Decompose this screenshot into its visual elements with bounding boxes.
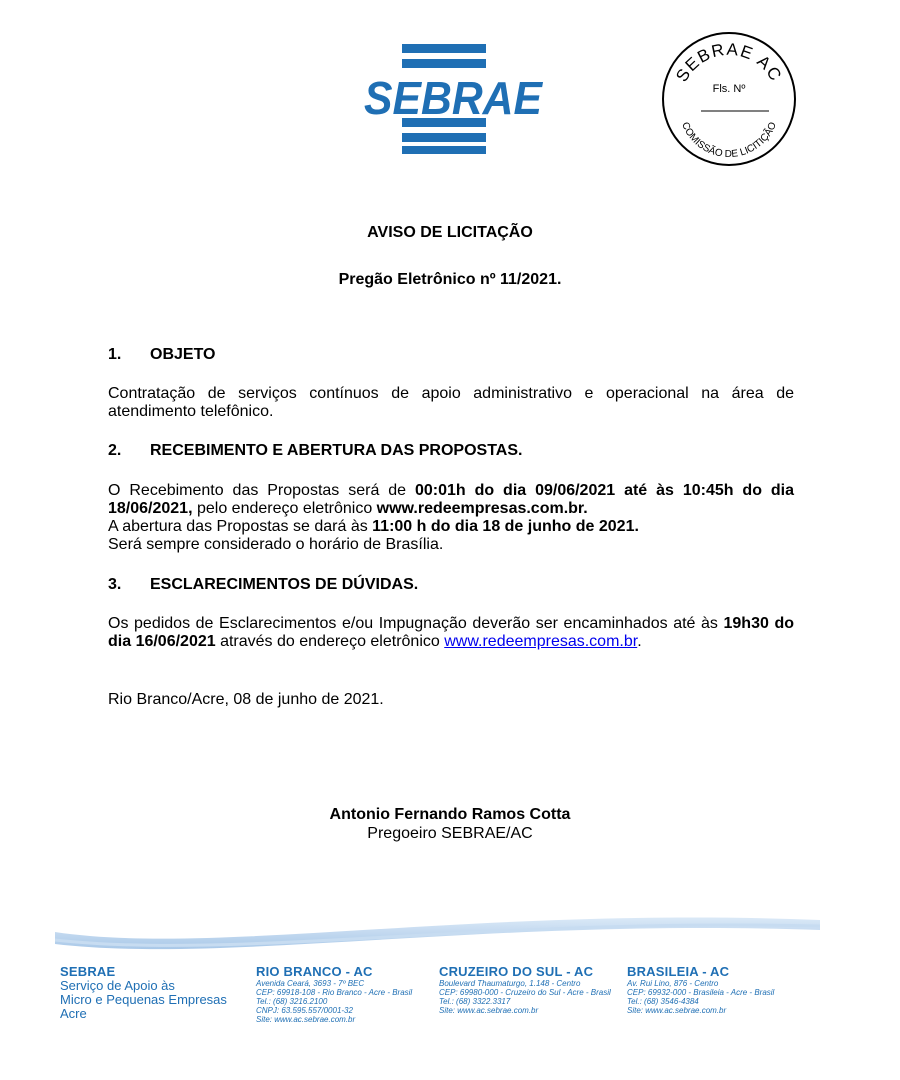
stamp-bottom-text: COMISSÃO DE LICITIÇÃO bbox=[679, 120, 779, 161]
s3-p1-a: Os pedidos de Esclarecimentos e/ou Impugnação deverão ser encaminhados até às bbox=[108, 615, 724, 632]
document-title: AVISO DE LICITAÇÃO bbox=[367, 224, 533, 241]
footer-brand-line2: Micro e Pequenas Empresas bbox=[60, 992, 227, 1007]
footer-brand-line1: Serviço de Apoio às bbox=[60, 978, 175, 993]
section-3-number: 3. bbox=[108, 576, 122, 593]
office-title: RIO BRANCO - AC bbox=[256, 964, 373, 979]
sebrae-logo bbox=[362, 44, 544, 154]
signature bbox=[0, 805, 900, 843]
section-2-number: 2. bbox=[108, 442, 122, 459]
signer-name: Antonio Fernando Ramos Cotta bbox=[329, 806, 571, 823]
section-3-text bbox=[108, 615, 794, 651]
office-title: BRASILEIA - AC bbox=[627, 964, 730, 979]
s2-p2-b: 11:00 h do dia 18 de junho de 2021. bbox=[372, 518, 639, 535]
stamp-field-label: Fls. Nº bbox=[712, 83, 746, 95]
office-line: CNPJ: 63.595.557/0001-32 bbox=[256, 1006, 353, 1015]
s2-p2-a: A abertura das Propostas se dará às bbox=[108, 518, 373, 535]
s2-p1-b: 00:01h do dia 09/06/2021 até às 10:45h do dia 18/06/2021, bbox=[108, 482, 794, 517]
footer-brand-title: SEBRAE bbox=[60, 964, 116, 979]
footer-office-cruzeiro bbox=[439, 964, 611, 1015]
s3-p1-c: através do endereço eletrônico bbox=[215, 633, 445, 650]
section-1-number: 1. bbox=[108, 346, 122, 363]
office-line: Site: www.ac.sebrae.com.br bbox=[256, 1015, 356, 1024]
signer-role: Pregoeiro SEBRAE/AC bbox=[367, 825, 533, 842]
footer-office-brasileia bbox=[627, 964, 774, 1015]
section-1-text: Contratação de serviços contínuos de apoio administrativo e operacional na área de atendimento telefônico. bbox=[108, 385, 794, 420]
office-line: Av. Rui Lino, 876 - Centro bbox=[627, 979, 719, 988]
office-line: Site: www.ac.sebrae.com.br bbox=[439, 1006, 539, 1015]
footer-brand bbox=[60, 964, 227, 1021]
office-line: Avenida Ceará, 3693 - 7º BEC bbox=[256, 979, 365, 988]
s2-p3: Será sempre considerado o horário de Brasília. bbox=[108, 536, 444, 553]
footer-office-rio-branco bbox=[256, 964, 412, 1024]
section-1-heading bbox=[108, 346, 216, 364]
office-line: CEP: 69918-108 - Rio Branco - Acre - Brasil bbox=[256, 988, 413, 997]
s2-p1-d: www.redeempresas.com.br. bbox=[376, 500, 588, 517]
office-line: Boulevard Thaumaturgo, 1.148 - Centro bbox=[439, 979, 581, 988]
stamp-top-text: SEBRAE AC bbox=[672, 39, 786, 86]
section-2-heading bbox=[108, 442, 522, 460]
stamp bbox=[659, 29, 799, 169]
office-line: Tel.: (68) 3322.3317 bbox=[439, 997, 511, 1006]
s2-p1-c: pelo endereço eletrônico bbox=[192, 500, 377, 517]
s2-p1-a: O Recebimento das Propostas será de bbox=[108, 482, 415, 499]
logo-text: SEBRAE bbox=[364, 72, 544, 124]
office-line: Tel.: (68) 3546-4384 bbox=[627, 997, 699, 1006]
section-2-text bbox=[108, 482, 794, 554]
s3-p1-b: 19h30 do dia 16/06/2021 bbox=[108, 615, 794, 650]
section-2-title: RECEBIMENTO E ABERTURA DAS PROPOSTAS. bbox=[150, 442, 523, 459]
s3-p1-d: . bbox=[637, 633, 642, 650]
footer-brand-line3: Acre bbox=[60, 1006, 87, 1021]
footer-wave bbox=[55, 904, 820, 956]
office-line: CEP: 69932-000 - Brasileia - Acre - Brasil bbox=[627, 988, 775, 997]
office-line: CEP: 69980-000 - Cruzeiro do Sul - Acre - Brasil bbox=[439, 988, 611, 997]
document-subtitle: Pregão Eletrônico nº 11/2021. bbox=[338, 271, 562, 288]
section-3-title: ESCLARECIMENTOS DE DÚVIDAS. bbox=[150, 576, 419, 593]
redeempresas-link[interactable]: www.redeempresas.com.br bbox=[444, 633, 638, 650]
section-3-heading bbox=[108, 576, 418, 594]
office-title: CRUZEIRO DO SUL - AC bbox=[439, 964, 594, 979]
office-line: Site: www.ac.sebrae.com.br bbox=[627, 1006, 727, 1015]
section-1-title: OBJETO bbox=[150, 346, 216, 363]
office-line: Tel.: (68) 3216.2100 bbox=[256, 997, 328, 1006]
place-date: Rio Branco/Acre, 08 de junho de 2021. bbox=[108, 691, 384, 708]
